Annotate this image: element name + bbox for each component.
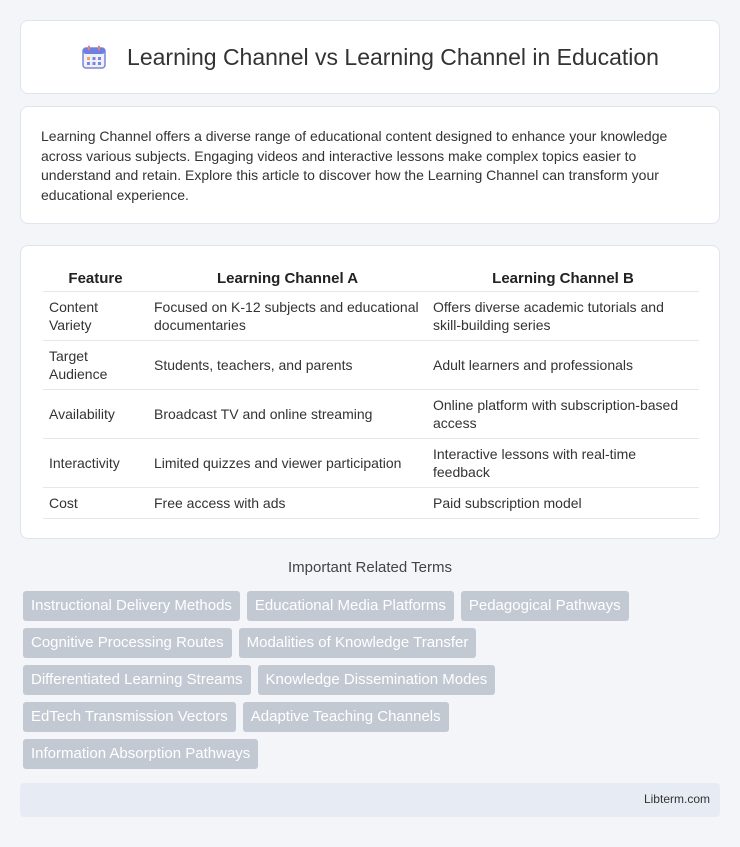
cell-feature: Interactivity [43,439,148,488]
title-card [20,20,720,94]
cell-channel-a: Broadcast TV and online streaming [148,390,427,439]
cell-channel-a: Focused on K-12 subjects and educational documentaries [148,292,427,341]
intro-card [20,106,720,224]
cell-channel-b: Interactive lessons with real-time feedback [427,439,699,488]
table-row [43,341,699,390]
related-term-tag[interactable]: Cognitive Processing Routes [23,628,232,658]
header-channel-b: Learning Channel B [427,266,699,292]
related-term-tag[interactable]: Adaptive Teaching Channels [243,702,449,732]
cell-channel-b: Adult learners and professionals [427,341,699,390]
related-term-tag[interactable]: Educational Media Platforms [247,591,454,621]
related-term-tag[interactable]: Pedagogical Pathways [461,591,629,621]
comparison-card [20,245,720,539]
related-term-tag[interactable]: Instructional Delivery Methods [23,591,240,621]
header-feature: Feature [43,266,148,292]
table-row [43,390,699,439]
footer-brand-link[interactable]: Libterm.com [643,792,710,806]
intro-text: Learning Channel offers a diverse range of educational content designed to enhance your knowledge across various subjects. Engaging videos and interactive lessons make complex topics easier to understand and retain. Explore this article to discover how the Learning Channel can transform your educational experience. [41,128,668,203]
page-title: Learning Channel vs Learning Channel in Education [127,43,659,70]
related-terms-list [23,591,723,776]
cell-feature: Content Variety [43,292,148,341]
cell-channel-a: Limited quizzes and viewer participation [148,439,427,488]
cell-feature: Availability [43,390,148,439]
table-row [43,439,699,488]
cell-channel-a: Free access with ads [148,488,427,519]
cell-channel-b: Online platform with subscription-based access [427,390,699,439]
table-row [43,488,699,519]
cell-feature: Cost [43,488,148,519]
related-term-tag[interactable]: EdTech Transmission Vectors [23,702,236,732]
related-term-tag[interactable]: Modalities of Knowledge Transfer [239,628,477,658]
related-term-tag[interactable]: Knowledge Dissemination Modes [258,665,496,695]
cell-channel-a: Students, teachers, and parents [148,341,427,390]
table-row [43,292,699,341]
cell-channel-b: Offers diverse academic tutorials and skill-building series [427,292,699,341]
related-terms-title: Important Related Terms [288,559,452,576]
footer [20,783,720,817]
related-term-tag[interactable]: Differentiated Learning Streams [23,665,251,695]
cell-feature: Target Audience [43,341,148,390]
cell-channel-b: Paid subscription model [427,488,699,519]
table-header-row [43,266,699,292]
header-channel-a: Learning Channel A [148,266,427,292]
related-term-tag[interactable]: Information Absorption Pathways [23,739,258,769]
comparison-table [43,266,699,519]
calendar-icon [81,44,107,70]
